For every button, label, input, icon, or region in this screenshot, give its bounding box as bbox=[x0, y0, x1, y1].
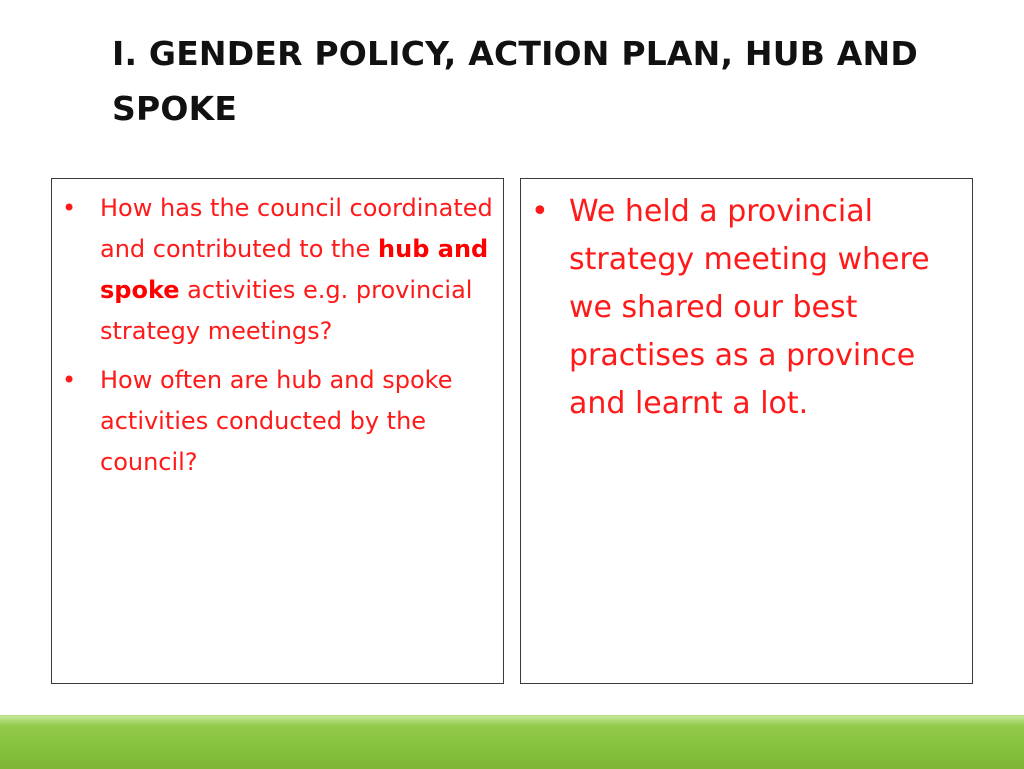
answer-1-text: We held a provincial strategy meeting where we shared our best practises as a province and learnt a lot. bbox=[569, 194, 930, 421]
question-item-2 bbox=[62, 360, 493, 483]
question-2-text: How often are hub and spoke activities conducted by the council? bbox=[100, 366, 453, 476]
bullet-icon: • bbox=[531, 194, 549, 229]
question-1-text-after: activities e.g. provincial strategy meetings? bbox=[100, 276, 473, 345]
slide-title: I. GENDER POLICY, ACTION PLAN, HUB AND SPOKE bbox=[112, 34, 918, 128]
question-box bbox=[51, 178, 504, 684]
answer-item-1 bbox=[531, 188, 962, 428]
answer-list bbox=[521, 179, 972, 428]
question-1-text-before: How has the council coordinated and contributed to the bbox=[100, 194, 493, 263]
question-item-1 bbox=[62, 188, 493, 352]
answer-box bbox=[520, 178, 973, 684]
bullet-icon: • bbox=[62, 366, 77, 394]
bullet-icon: • bbox=[62, 194, 77, 222]
footer-bar bbox=[0, 715, 1024, 769]
question-list bbox=[52, 179, 503, 483]
question-1-emphasis: hub and spoke bbox=[100, 235, 489, 304]
